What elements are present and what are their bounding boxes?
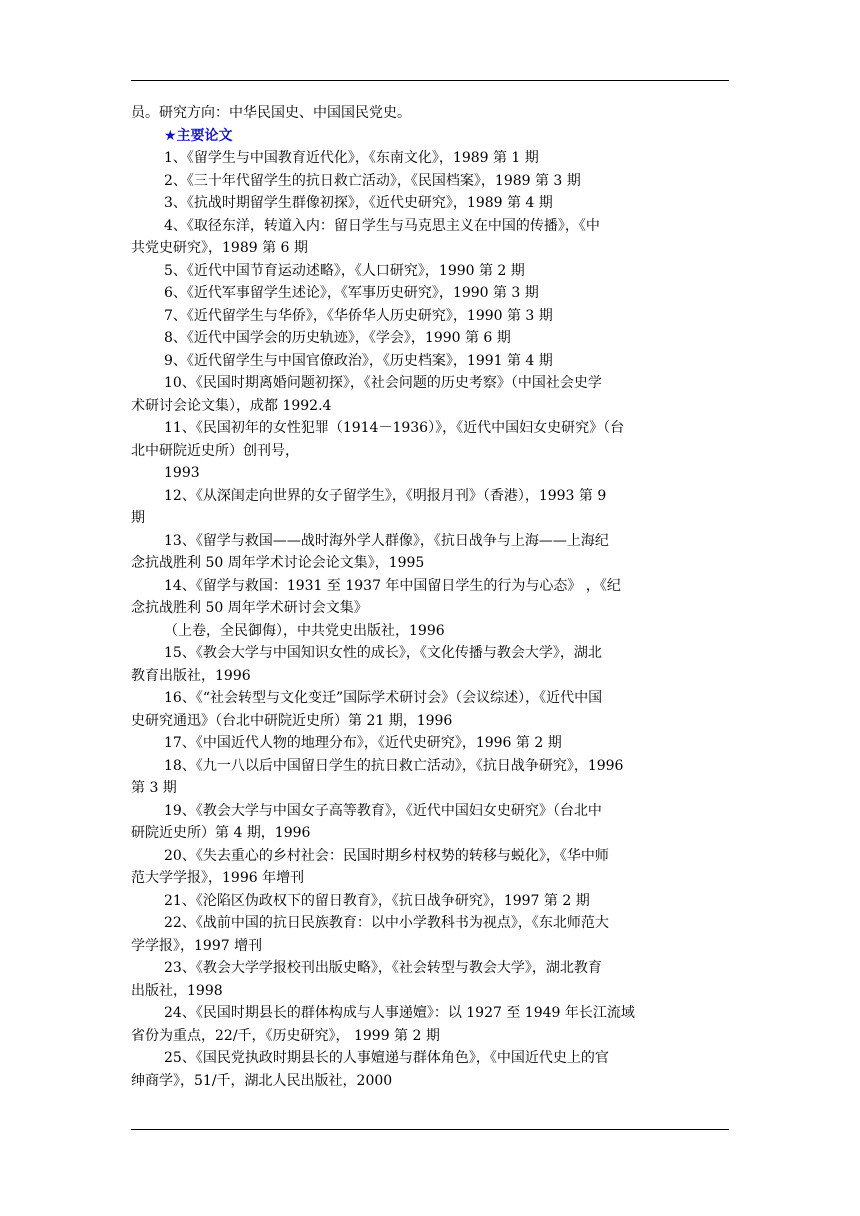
- paper-list-line: 10、《民国时期离婚问题初探》，《社会问题的历史考察》（中国社会史学: [164, 375, 602, 391]
- paper-list-line: 出版社，1998: [131, 982, 223, 999]
- paper-list-line: 24、《民国时期县长的群体构成与人事递嬗》：以 1927 至 1949 年长江流域: [164, 1005, 635, 1021]
- paper-list-line: 1993: [164, 465, 200, 481]
- paper-list-line: 5、《近代中国节育运动述略》，《人口研究》，1990 第 2 期: [164, 262, 525, 279]
- paper-list-line: 11、《民国初年的女性犯罪（1914－1936）》，《近代中国妇女史研究》（台: [164, 420, 625, 436]
- paper-list-line: 念抗战胜利 50 周年学术研讨会文集》: [131, 600, 368, 616]
- paper-list-line: 23、《教会大学学报校刊出版史略》，《社会转型与教会大学》，湖北教育: [164, 960, 602, 976]
- paper-list-line: 绅商学》，51/千，湖北人民出版社，2000: [131, 1072, 393, 1089]
- paper-list-line: 研院近史所）第 4 期，1996: [131, 825, 311, 841]
- paper-list-line: 12、《从深闺走向世界的女子留学生》，《明报月刊》（香港），1993 第 9: [164, 487, 607, 504]
- intro-line: 员。研究方向：中华民国史、中国国民党史。: [131, 105, 411, 121]
- paper-list-line: 15、《教会大学与中国知识女性的成长》，《文化传播与教会大学》，湖北: [164, 645, 602, 661]
- paper-list-line: 16、《“社会转型与文化变迁”国际学术研讨会》（会议综述），《近代中国: [164, 690, 603, 706]
- paper-list-line: 25、《国民党执政时期县长的人事嬗递与群体角色》，《中国近代史上的官: [164, 1050, 609, 1066]
- section-heading: ★主要论文: [164, 127, 233, 144]
- paper-list-line: 21、《沦陷区伪政权下的留日教育》，《抗日战争研究》，1997 第 2 期: [164, 892, 590, 909]
- paper-list-line: 2、《三十年代留学生的抗日救亡活动》，《民国档案》，1989 第 3 期: [164, 172, 581, 189]
- paper-list-line: 4、《取径东洋，转道入内：留日学生与马克思主义在中国的传播》，《中: [164, 217, 600, 234]
- paper-list-line: 学学报》，1997 增刊: [131, 937, 263, 954]
- paper-list-line: 17、《中国近代人物的地理分布》，《近代史研究》，1996 第 2 期: [164, 735, 562, 751]
- paper-list-line: 7、《近代留学生与华侨》，《华侨华人历史研究》，1990 第 3 期: [164, 307, 553, 324]
- paper-list-line: 14、《留学与救国：1931 至 1937 年中国留日学生的行为与心态》 ，《纪: [164, 577, 621, 594]
- paper-list-line: 术研讨会论文集），成都 1992.4: [131, 397, 332, 414]
- paper-list-line: 1、《留学生与中国教育近代化》，《东南文化》，1989 第 1 期: [164, 150, 539, 166]
- paper-list-line: 9、《近代留学生与中国官僚政治》，《历史档案》，1991 第 4 期: [164, 352, 553, 369]
- paper-list-line: 共党史研究》，1989 第 6 期: [131, 240, 308, 256]
- paper-list: [131, 147, 729, 1092]
- paper-list-line: 6、《近代军事留学生述论》，《军事历史研究》，1990 第 3 期: [164, 285, 539, 301]
- footer-rule: [131, 1129, 729, 1130]
- paper-list-line: 教育出版社，1996: [131, 667, 251, 684]
- paper-list-line: 8、《近代中国学会的历史轨迹》，《学会》，1990 第 6 期: [164, 330, 511, 346]
- paper-list-line: 北中研院近史所）创刊号，: [131, 442, 299, 459]
- paper-list-line: 13、《留学与救国——战时海外学人群像》，《抗日战争与上海——上海纪: [164, 532, 609, 549]
- paper-list-line: 念抗战胜利 50 周年学术讨论会论文集》，1995: [131, 555, 425, 571]
- paper-list-line: （上卷，全民御侮），中共党史出版社，1996: [164, 622, 445, 639]
- paper-list-line: 3、《抗战时期留学生群像初探》，《近代史研究》，1989 第 4 期: [164, 195, 553, 211]
- paper-list-line: 省份为重点，22/千，《历史研究》， 1999 第 2 期: [131, 1027, 440, 1044]
- paper-list-line: 期: [131, 510, 145, 526]
- paper-list-line: 22、《战前中国的抗日民族教育：以中小学教科书为视点》，《东北师范大: [164, 915, 609, 931]
- header-rule: [131, 80, 729, 81]
- paper-list-line: 20、《失去重心的乡村社会：民国时期乡村权势的转移与蜕化》，《华中师: [164, 847, 609, 864]
- paper-list-line: 史研究通迅》（台北中研院近史所）第 21 期，1996: [131, 712, 453, 729]
- document-body: [131, 102, 729, 1092]
- paper-list-line: 第 3 期: [131, 780, 177, 796]
- paper-list-line: 18、《九一八以后中国留日学生的抗日救亡活动》，《抗日战争研究》，1996: [164, 757, 624, 774]
- paper-list-line: 范大学学报》，1996 年增刊: [131, 870, 305, 886]
- paper-list-line: 19、《教会大学与中国女子高等教育》，《近代中国妇女史研究》（台北中: [164, 802, 602, 819]
